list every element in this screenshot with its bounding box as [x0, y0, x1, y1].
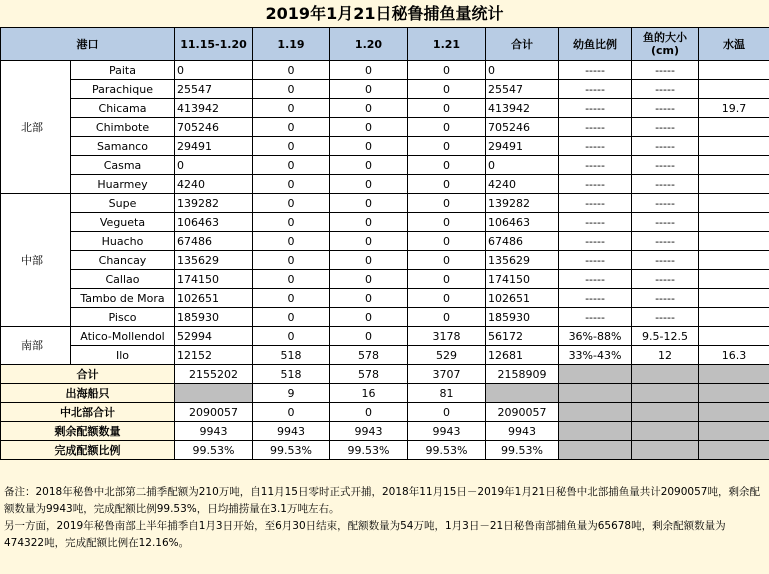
cell-d3: 578 [330, 346, 408, 365]
cell-d1: 139282 [175, 194, 253, 213]
table-row [1, 156, 769, 175]
cell-size: ----- [632, 213, 699, 232]
cell-d4: 0 [408, 194, 486, 213]
cell-size: ----- [632, 270, 699, 289]
cell-d4: 0 [408, 270, 486, 289]
cell-d4: 0 [408, 137, 486, 156]
empty-cell [559, 365, 632, 384]
cell-water [699, 80, 769, 99]
comp-d1: 99.53% [175, 441, 253, 460]
cell-d3: 0 [330, 118, 408, 137]
cell-d1: 174150 [175, 270, 253, 289]
cell-d1: 413942 [175, 99, 253, 118]
cell-d2: 518 [253, 346, 330, 365]
note-line: 备注：2018年秘鲁中北部第二捕季配额为210万吨，自11月15日零时正式开捕，2018年11月15日－2019年1月21日秘鲁中北部捕鱼量共计2090057吨，剩余配额数量为9943吨，完成配额比例99.53%，日均捕捞量在3.1万吨左右。 [4, 486, 760, 515]
cell-d3: 0 [330, 137, 408, 156]
cell-juv: ----- [559, 156, 632, 175]
header-size-line2: (cm) [650, 44, 680, 57]
cell-d3: 0 [330, 61, 408, 80]
cell-d3: 0 [330, 251, 408, 270]
cell-juv: ----- [559, 61, 632, 80]
empty-cell [632, 403, 699, 422]
table-row [1, 232, 769, 251]
cell-d1: 29491 [175, 137, 253, 156]
cell-size: ----- [632, 251, 699, 270]
cell-d1: 0 [175, 156, 253, 175]
cell-d4: 0 [408, 118, 486, 137]
total-d2: 518 [253, 365, 330, 384]
cell-water: 19.7 [699, 99, 769, 118]
total-label: 合计 [1, 365, 175, 384]
note-line: 另一方面，2019年秘鲁南部上半年捕季自1月3日开始，至6月30日结束，配额数量为54万吨，1月3日－21日秘鲁南部捕鱼量为65678吨，剩余配额数量为474322吨，完成配额比例在12.16%。 [4, 520, 726, 549]
port-name: Huarmey [71, 175, 175, 194]
cell-d3: 0 [330, 270, 408, 289]
cell-d2: 0 [253, 61, 330, 80]
cell-d3: 0 [330, 289, 408, 308]
cell-total: 102651 [486, 289, 559, 308]
port-name: Samanco [71, 137, 175, 156]
cell-d1: 185930 [175, 308, 253, 327]
cell-size: ----- [632, 99, 699, 118]
cell-water [699, 156, 769, 175]
empty-cell [175, 384, 253, 403]
header-d1: 11.15-1.20 [175, 28, 253, 61]
remaining-row [1, 422, 769, 441]
cell-juv: 33%-43% [559, 346, 632, 365]
cell-d3: 0 [330, 99, 408, 118]
cell-total: 0 [486, 61, 559, 80]
cell-total: 25547 [486, 80, 559, 99]
rem-d3: 9943 [330, 422, 408, 441]
table-row [1, 80, 769, 99]
completion-label: 完成配额比例 [1, 441, 175, 460]
data-body [1, 61, 769, 365]
ships-row [1, 384, 769, 403]
cell-water [699, 308, 769, 327]
ships-d2: 9 [253, 384, 330, 403]
cell-water [699, 289, 769, 308]
total-total: 2158909 [486, 365, 559, 384]
header-d3: 1.20 [330, 28, 408, 61]
cell-water [699, 61, 769, 80]
cell-d3: 0 [330, 80, 408, 99]
table-row [1, 194, 769, 213]
port-name: Atico-Mollendol [71, 327, 175, 346]
cell-d1: 25547 [175, 80, 253, 99]
port-name: Chicama [71, 99, 175, 118]
cell-d2: 0 [253, 289, 330, 308]
cell-d1: 67486 [175, 232, 253, 251]
cell-d2: 0 [253, 308, 330, 327]
cell-juv: ----- [559, 270, 632, 289]
cell-d2: 0 [253, 156, 330, 175]
cell-size: ----- [632, 137, 699, 156]
header-row [1, 28, 769, 61]
comp-d4: 99.53% [408, 441, 486, 460]
empty-cell [559, 422, 632, 441]
rem-d1: 9943 [175, 422, 253, 441]
cn-d3: 0 [330, 403, 408, 422]
cell-juv: ----- [559, 232, 632, 251]
empty-cell [699, 441, 769, 460]
cell-d1: 705246 [175, 118, 253, 137]
region-north: 北部 [1, 61, 71, 194]
cell-size: 9.5-12.5 [632, 327, 699, 346]
header-d2: 1.19 [253, 28, 330, 61]
table-row [1, 175, 769, 194]
cell-d3: 0 [330, 232, 408, 251]
cn-d2: 0 [253, 403, 330, 422]
cell-total: 67486 [486, 232, 559, 251]
cell-total: 705246 [486, 118, 559, 137]
rem-d4: 9943 [408, 422, 486, 441]
total-d3: 578 [330, 365, 408, 384]
cell-size: ----- [632, 308, 699, 327]
table-row [1, 213, 769, 232]
cell-total: 106463 [486, 213, 559, 232]
cell-d3: 0 [330, 308, 408, 327]
table-row [1, 308, 769, 327]
cell-d2: 0 [253, 232, 330, 251]
port-name: Ilo [71, 346, 175, 365]
cell-water [699, 137, 769, 156]
empty-cell [559, 441, 632, 460]
cell-d3: 0 [330, 175, 408, 194]
central-north-row [1, 403, 769, 422]
table-row [1, 118, 769, 137]
port-name: Casma [71, 156, 175, 175]
cell-water [699, 213, 769, 232]
cell-d4: 0 [408, 308, 486, 327]
port-name: Pisco [71, 308, 175, 327]
cell-d1: 4240 [175, 175, 253, 194]
empty-cell [699, 384, 769, 403]
empty-cell [699, 422, 769, 441]
port-name: Vegueta [71, 213, 175, 232]
region-central: 中部 [1, 194, 71, 327]
cell-total: 413942 [486, 99, 559, 118]
region-south: 南部 [1, 327, 71, 365]
cell-juv: ----- [559, 251, 632, 270]
cell-d1: 52994 [175, 327, 253, 346]
cell-d1: 0 [175, 61, 253, 80]
catch-table [0, 27, 769, 460]
rem-d2: 9943 [253, 422, 330, 441]
empty-cell [632, 384, 699, 403]
cell-size: ----- [632, 194, 699, 213]
cell-total: 56172 [486, 327, 559, 346]
cell-juv: ----- [559, 213, 632, 232]
cell-d3: 0 [330, 194, 408, 213]
cell-size: ----- [632, 61, 699, 80]
cell-d2: 0 [253, 251, 330, 270]
cell-d2: 0 [253, 175, 330, 194]
cell-d1: 106463 [175, 213, 253, 232]
header-size [632, 28, 699, 61]
table-row [1, 251, 769, 270]
cell-d4: 0 [408, 61, 486, 80]
cell-size: ----- [632, 156, 699, 175]
cell-total: 12681 [486, 346, 559, 365]
rem-total: 9943 [486, 422, 559, 441]
empty-cell [632, 365, 699, 384]
comp-d3: 99.53% [330, 441, 408, 460]
table-row [1, 289, 769, 308]
table-row [1, 61, 769, 80]
empty-cell [486, 384, 559, 403]
total-d4: 3707 [408, 365, 486, 384]
empty-cell [632, 441, 699, 460]
port-name: Tambo de Mora [71, 289, 175, 308]
cell-water [699, 175, 769, 194]
cell-d3: 0 [330, 327, 408, 346]
cell-total: 4240 [486, 175, 559, 194]
port-name: Huacho [71, 232, 175, 251]
cell-d4: 0 [408, 156, 486, 175]
cell-d1: 12152 [175, 346, 253, 365]
cell-water [699, 194, 769, 213]
cell-juv: ----- [559, 308, 632, 327]
cell-total: 139282 [486, 194, 559, 213]
cell-total: 174150 [486, 270, 559, 289]
empty-cell [632, 422, 699, 441]
cell-d4: 0 [408, 251, 486, 270]
table-row [1, 327, 769, 346]
cell-juv: 36%-88% [559, 327, 632, 346]
port-name: Chimbote [71, 118, 175, 137]
cell-d2: 0 [253, 194, 330, 213]
cell-d2: 0 [253, 137, 330, 156]
cell-total: 29491 [486, 137, 559, 156]
completion-row [1, 441, 769, 460]
empty-cell [559, 403, 632, 422]
total-row [1, 365, 769, 384]
cell-size: ----- [632, 175, 699, 194]
table-row [1, 137, 769, 156]
central-north-label: 中北部合计 [1, 403, 175, 422]
cell-d2: 0 [253, 118, 330, 137]
cell-d2: 0 [253, 80, 330, 99]
cell-juv: ----- [559, 99, 632, 118]
cell-d1: 135629 [175, 251, 253, 270]
cell-d2: 0 [253, 213, 330, 232]
header-d4: 1.21 [408, 28, 486, 61]
cell-juv: ----- [559, 80, 632, 99]
cell-d2: 0 [253, 327, 330, 346]
comp-total: 99.53% [486, 441, 559, 460]
cn-d4: 0 [408, 403, 486, 422]
cell-size: ----- [632, 118, 699, 137]
page-title: 2019年1月21日秘鲁捕鱼量统计 [0, 0, 769, 28]
cell-d4: 0 [408, 175, 486, 194]
cell-juv: ----- [559, 175, 632, 194]
header-port: 港口 [1, 28, 175, 61]
cell-size: ----- [632, 80, 699, 99]
header-size-line1: 鱼的大小 [643, 31, 687, 44]
cell-size: 12 [632, 346, 699, 365]
cell-total: 0 [486, 156, 559, 175]
table-row [1, 346, 769, 365]
cell-d4: 3178 [408, 327, 486, 346]
cell-d4: 0 [408, 232, 486, 251]
cell-water [699, 232, 769, 251]
port-name: Supe [71, 194, 175, 213]
ships-label: 出海船只 [1, 384, 175, 403]
cell-total: 135629 [486, 251, 559, 270]
header-water: 水温 [699, 28, 769, 61]
cell-d2: 0 [253, 270, 330, 289]
empty-cell [699, 365, 769, 384]
header-total: 合计 [486, 28, 559, 61]
cell-d3: 0 [330, 213, 408, 232]
port-name: Chancay [71, 251, 175, 270]
cell-juv: ----- [559, 137, 632, 156]
cell-d4: 0 [408, 99, 486, 118]
table-row [1, 99, 769, 118]
cell-total: 185930 [486, 308, 559, 327]
cell-d4: 0 [408, 289, 486, 308]
port-name: Callao [71, 270, 175, 289]
cn-total: 2090057 [486, 403, 559, 422]
empty-cell [699, 403, 769, 422]
empty-cell [559, 384, 632, 403]
table-row [1, 270, 769, 289]
cell-water [699, 251, 769, 270]
header-juvenile: 幼鱼比例 [559, 28, 632, 61]
cell-d4: 529 [408, 346, 486, 365]
cell-d4: 0 [408, 80, 486, 99]
port-name: Parachique [71, 80, 175, 99]
cell-d3: 0 [330, 156, 408, 175]
cell-juv: ----- [559, 118, 632, 137]
cell-size: ----- [632, 232, 699, 251]
cell-d1: 102651 [175, 289, 253, 308]
cell-water [699, 327, 769, 346]
cell-juv: ----- [559, 289, 632, 308]
port-name: Paita [71, 61, 175, 80]
comp-d2: 99.53% [253, 441, 330, 460]
ships-d3: 16 [330, 384, 408, 403]
total-d1: 2155202 [175, 365, 253, 384]
cell-water [699, 118, 769, 137]
cell-juv: ----- [559, 194, 632, 213]
notes [0, 480, 769, 574]
cell-water [699, 270, 769, 289]
ships-d4: 81 [408, 384, 486, 403]
cell-d2: 0 [253, 99, 330, 118]
cell-water: 16.3 [699, 346, 769, 365]
cn-d1: 2090057 [175, 403, 253, 422]
cell-d4: 0 [408, 213, 486, 232]
remaining-label: 剩余配额数量 [1, 422, 175, 441]
cell-size: ----- [632, 289, 699, 308]
